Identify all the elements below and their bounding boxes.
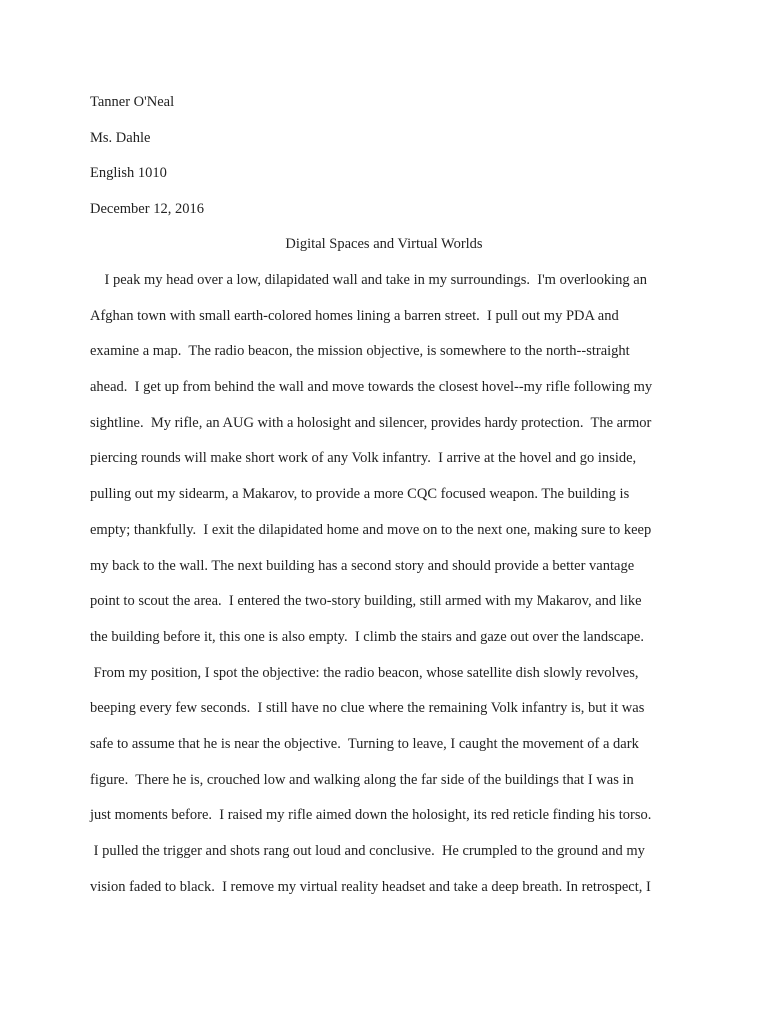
body-line: I pulled the trigger and shots rang out loud and conclusive. He crumpled to the ground and my [90, 843, 645, 859]
body-line: pulling out my sidearm, a Makarov, to provide a more CQC focused weapon. The building is [90, 486, 630, 503]
body-line: figure. There he is, crouched low and walking along the far side of the buildings that I was in [90, 771, 634, 788]
body-line: piercing rounds will make short work of any Volk infantry. I arrive at the hovel and go inside, [90, 450, 637, 467]
body-line: the building before it, this one is also empty. I climb the stairs and gaze out over the landscape. [90, 628, 644, 645]
body-line: From my position, I spot the objective: the radio beacon, whose satellite dish slowly revolves, [90, 664, 639, 681]
instructor-name: Ms. Dahle [90, 130, 151, 146]
essay-date: December 12, 2016 [90, 201, 204, 217]
essay-title: Digital Spaces and Virtual Worlds [285, 236, 483, 252]
body-line: ahead. I get up from behind the wall and move towards the closest hovel--my rifle following my [90, 379, 653, 396]
essay-body [90, 270, 690, 912]
body-line: point to scout the area. I entered the two-story building, still armed with my Makarov, and like [90, 593, 642, 610]
student-name: Tanner O'Neal [90, 94, 175, 110]
body-line: my back to the wall. The next building has a second story and should provide a better vantage [90, 557, 635, 574]
body-line: beeping every few seconds. I still have no clue where the remaining Volk infantry is, but it was [90, 700, 645, 717]
body-line: just moments before. I raised my rifle aimed down the holosight, its red reticle finding his torso. [90, 807, 652, 824]
body-line: I peak my head over a low, dilapidated wall and take in my surroundings. I'm overlooking an [90, 272, 647, 288]
body-line: safe to assume that he is near the objective. Turning to leave, I caught the movement of a dark [90, 735, 639, 752]
course-name: English 1010 [90, 165, 167, 181]
body-line: empty; thankfully. I exit the dilapidated home and move on to the next one, making sure to keep [90, 521, 652, 538]
body-line: vision faded to black. I remove my virtual reality headset and take a deep breath. In retrospect, I [90, 878, 651, 895]
body-line: Afghan town with small earth-colored homes lining a barren street. I pull out my PDA and [90, 307, 619, 324]
body-line: examine a map. The radio beacon, the mission objective, is somewhere to the north--straight [90, 343, 630, 360]
body-line: sightline. My rifle, an AUG with a holosight and silencer, provides hardy protection. The armor [90, 414, 652, 431]
